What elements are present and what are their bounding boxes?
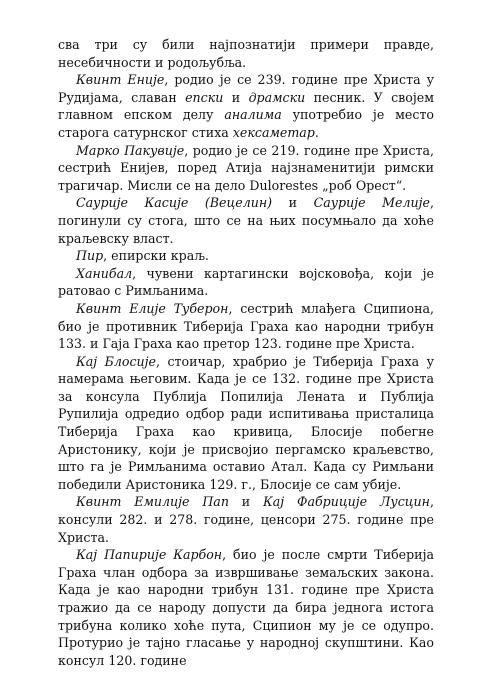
italic-term: драмски	[248, 89, 306, 105]
paragraph	[58, 546, 434, 669]
text-segment: и	[272, 195, 314, 211]
italic-term: Кај Фабриције Лусцин	[263, 494, 430, 510]
text-segment: , чувени картагински војсковођа, који је ратовао с Римљанима.	[58, 265, 434, 299]
paragraph	[58, 194, 434, 247]
italic-term: Саурије Касије (Вецелин)	[76, 195, 273, 211]
text-segment: , епирски краљ.	[103, 248, 209, 264]
paragraph	[58, 300, 434, 353]
italic-term: хексаметар	[232, 124, 315, 140]
text-segment: песник. У своjем главном епском делу	[58, 89, 434, 123]
paragraph	[58, 36, 434, 71]
italic-term: Кај Блосије	[76, 353, 157, 369]
text-segment: употребио је место старога сатурнског стиха	[58, 107, 434, 140]
page-text	[58, 36, 434, 669]
italic-term: аналима	[224, 107, 282, 123]
text-segment: , консули 282. и 278. године, ценсори 275. године пре Христа.	[58, 494, 434, 545]
text-segment: , сестрић млађега Сципиона, био је противник Тиберија Граха као народни трибун 133. и Гаја Граха као претор 123. године пре Христа.	[58, 300, 434, 352]
text-segment: и	[223, 89, 249, 105]
paragraph	[58, 353, 434, 494]
paragraph	[58, 71, 434, 141]
paragraph	[58, 265, 434, 300]
text-segment: , стоичар, храбрио је Тиберија Граха у намерама његовим. Када је се 132. године пре Христа за консула Публија Попилија Лената и Публија Рупилија одредио одбор ради испитивања присталица Тиберија Граха као кривица, Блосије побегне Аристонику, који је присвојио пергамско краљевство, што га је Римљанима оставио Атал. Када су Римљани победили Аристоника 129. г., Блосије се сам убије.	[58, 353, 434, 492]
italic-term: Марко Пакувије	[76, 142, 185, 158]
text-segment: и	[228, 494, 263, 510]
text-segment: , родио је се 219. године пре Христа, сестрић Енијев, поред Атија најзнаменитији римски трагичар. Мисли се на дело Dulorestes „роб Орест“.	[58, 142, 435, 193]
paragraph	[58, 247, 434, 265]
italic-term: Квинт Елије Туберон	[76, 300, 229, 316]
paragraph	[58, 493, 434, 546]
text-segment: , родио је се 239. године пре Христа у Рудијама, славан	[58, 72, 434, 105]
text-segment: сва три су били најпознатији примери правде, несебичности и родољубља.	[58, 37, 434, 70]
italic-term: Кај Папирије Карбон	[76, 547, 223, 563]
italic-term: Ханибал	[76, 265, 133, 281]
italic-term: Пир	[76, 248, 104, 264]
italic-term: Квинт Емилије Пап	[76, 494, 229, 510]
text-segment: .	[314, 124, 319, 140]
paragraph	[58, 142, 434, 195]
text-segment: , погинули су стога, што се на њих посумњало да хоће краљевску власт.	[58, 195, 434, 246]
text-segment: , био је после смрти Тиберија Граха члан одбора за извршивање земаљских закона. Када је као народни трибун 131. године пре Христа тражио да се народу допусти да бира једнога истога трибуна колико хоће пута, Сципион му је се одупро. Протурио је тајно гласање у народној скупштини. Као консул 120. године	[58, 547, 434, 668]
italic-term: Квинт Еније	[76, 72, 165, 88]
italic-term: епски	[185, 89, 224, 105]
italic-term: Саурије Мелије	[313, 195, 430, 211]
